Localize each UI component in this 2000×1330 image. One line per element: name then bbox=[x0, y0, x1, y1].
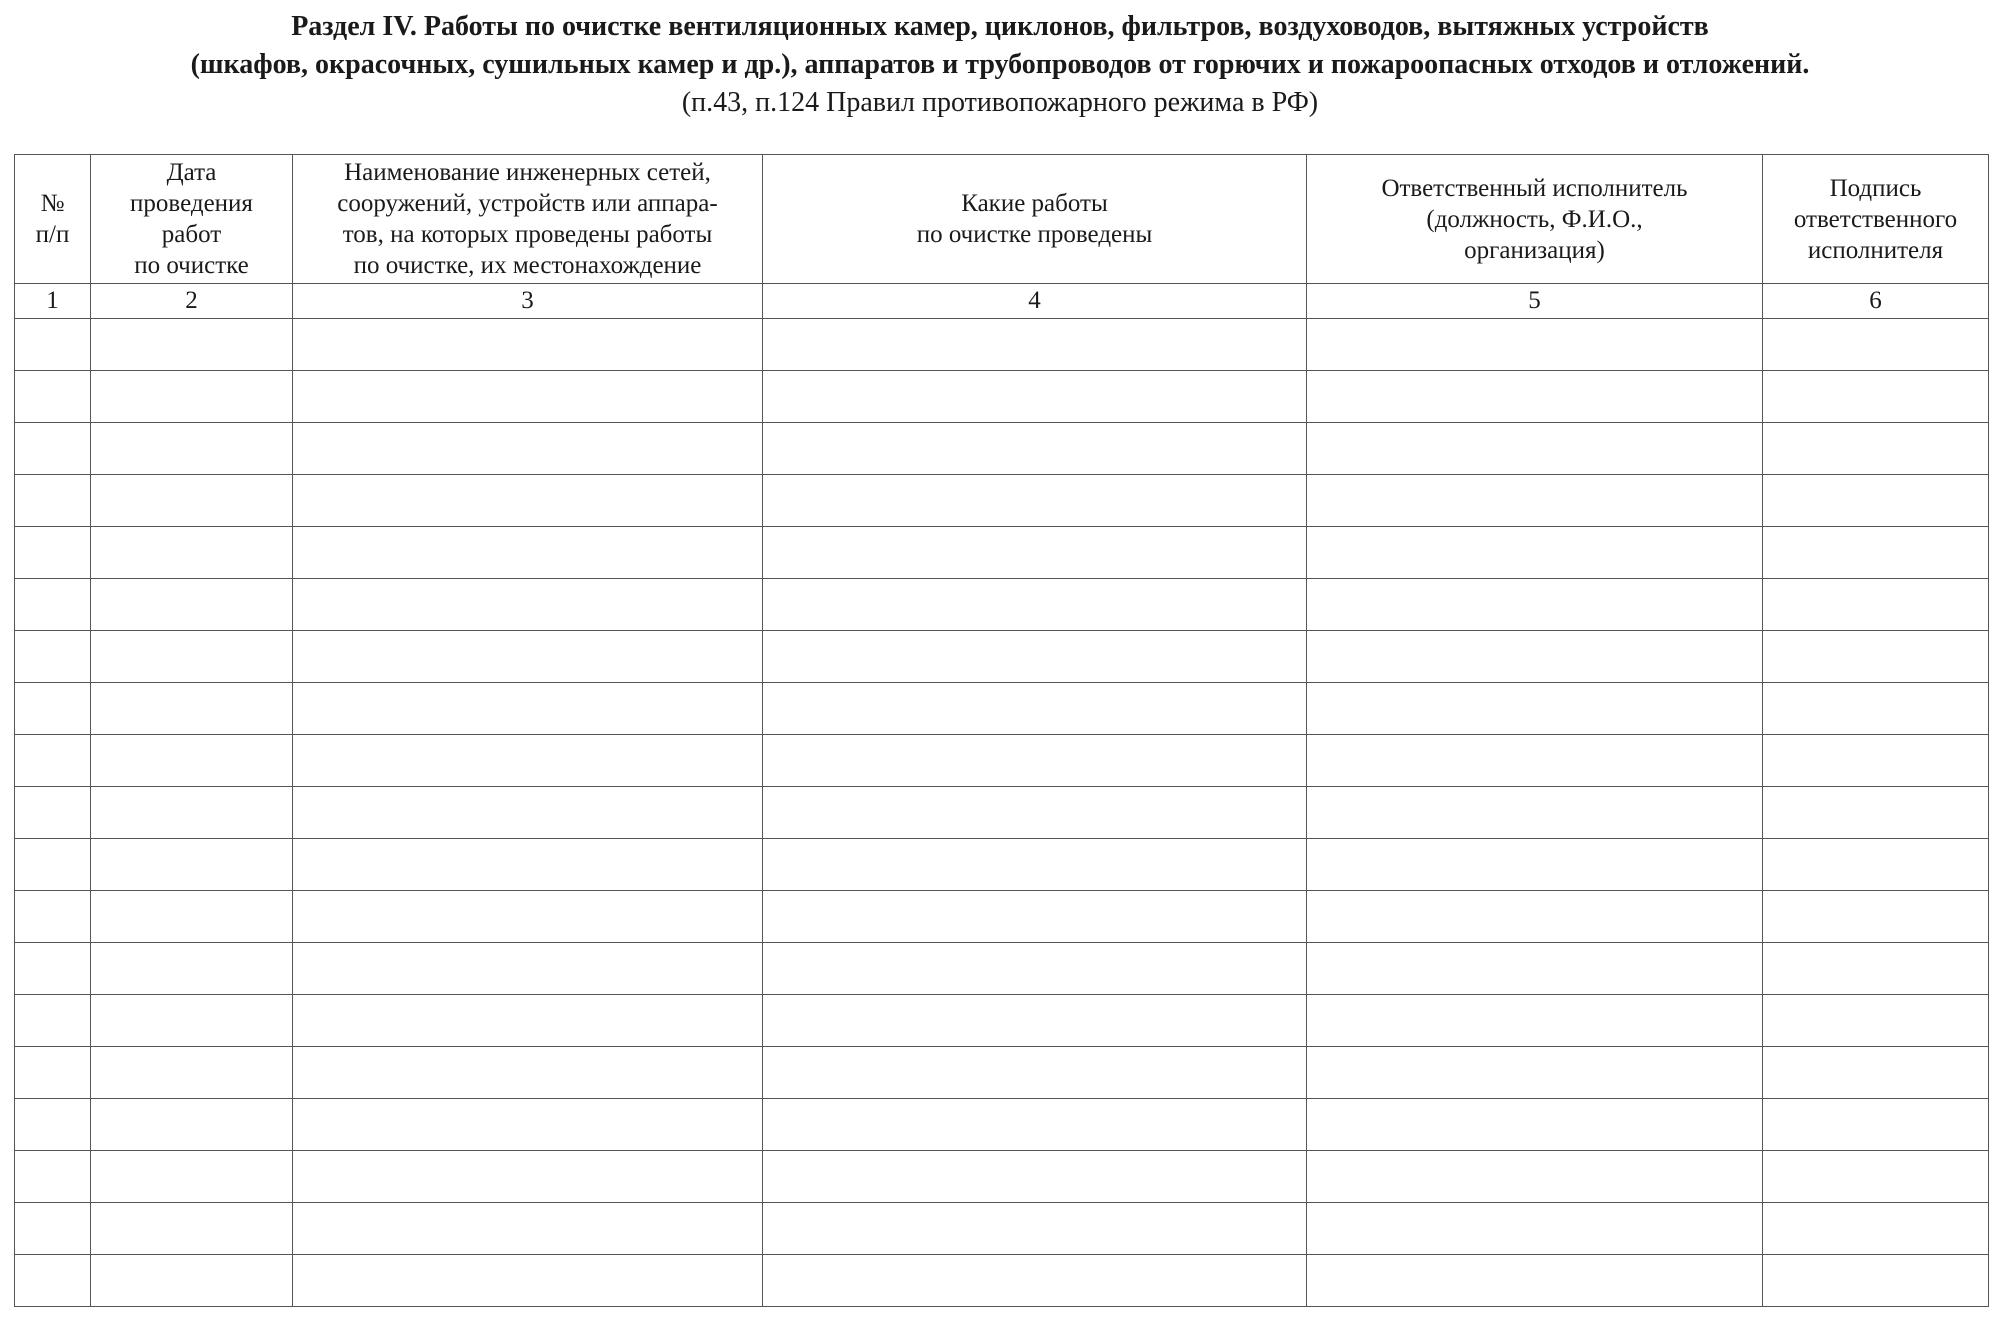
table-cell[interactable] bbox=[15, 579, 91, 631]
table-row bbox=[15, 1047, 1989, 1099]
table-cell[interactable] bbox=[1763, 943, 1989, 995]
table-cell[interactable] bbox=[763, 1151, 1307, 1203]
table-cell[interactable] bbox=[91, 891, 293, 943]
table-cell[interactable] bbox=[1307, 319, 1763, 371]
table-cell[interactable] bbox=[1763, 683, 1989, 735]
table-cell[interactable] bbox=[15, 683, 91, 735]
table-cell[interactable] bbox=[91, 1151, 293, 1203]
table-cell[interactable] bbox=[91, 371, 293, 423]
table-row bbox=[15, 839, 1989, 891]
table-row bbox=[15, 995, 1989, 1047]
header-cell-date: Дата проведения работ по очистке bbox=[91, 155, 293, 284]
table-cell[interactable] bbox=[91, 787, 293, 839]
table-cell[interactable] bbox=[1307, 631, 1763, 683]
table-cell[interactable] bbox=[763, 1047, 1307, 1099]
table-cell[interactable] bbox=[1763, 1047, 1989, 1099]
header-cell-number: № п/п bbox=[15, 155, 91, 284]
table-cell[interactable] bbox=[1307, 1203, 1763, 1255]
table-cell[interactable] bbox=[1763, 631, 1989, 683]
table-cell[interactable] bbox=[1307, 1255, 1763, 1307]
table-cell[interactable] bbox=[763, 1099, 1307, 1151]
table-cell[interactable] bbox=[293, 1255, 763, 1307]
table-cell[interactable] bbox=[91, 839, 293, 891]
table-cell[interactable] bbox=[1763, 527, 1989, 579]
table-cell[interactable] bbox=[15, 1255, 91, 1307]
table-cell[interactable] bbox=[15, 995, 91, 1047]
table-cell[interactable] bbox=[763, 891, 1307, 943]
header-cell-executor: Ответственный исполнитель (должность, Ф.И.О., организация) bbox=[1307, 155, 1763, 284]
table-cell[interactable] bbox=[293, 579, 763, 631]
table-cell[interactable] bbox=[1763, 839, 1989, 891]
table-cell[interactable] bbox=[763, 787, 1307, 839]
table-row bbox=[15, 735, 1989, 787]
column-number: 4 bbox=[763, 284, 1307, 319]
table-cell[interactable] bbox=[1307, 1047, 1763, 1099]
table-cell[interactable] bbox=[15, 891, 91, 943]
column-number: 6 bbox=[1763, 284, 1989, 319]
table-cell[interactable] bbox=[1307, 475, 1763, 527]
document-header bbox=[0, 8, 2000, 122]
table-cell[interactable] bbox=[763, 683, 1307, 735]
table-cell[interactable] bbox=[763, 1255, 1307, 1307]
table-cell[interactable] bbox=[1307, 683, 1763, 735]
table-cell[interactable] bbox=[15, 631, 91, 683]
table-row bbox=[15, 1151, 1989, 1203]
table-cell[interactable] bbox=[293, 423, 763, 475]
table-cell[interactable] bbox=[1763, 787, 1989, 839]
table-cell[interactable] bbox=[1307, 1151, 1763, 1203]
table-cell[interactable] bbox=[91, 631, 293, 683]
table-row bbox=[15, 527, 1989, 579]
table-row bbox=[15, 943, 1989, 995]
column-number: 5 bbox=[1307, 284, 1763, 319]
table-cell[interactable] bbox=[763, 527, 1307, 579]
table-cell[interactable] bbox=[1307, 579, 1763, 631]
header-cell-works: Какие работы по очистке проведены bbox=[763, 155, 1307, 284]
table-cell[interactable] bbox=[1307, 371, 1763, 423]
table-cell[interactable] bbox=[1763, 1151, 1989, 1203]
table-row bbox=[15, 1099, 1989, 1151]
table-row bbox=[15, 1203, 1989, 1255]
table-cell[interactable] bbox=[91, 319, 293, 371]
table-cell[interactable] bbox=[91, 995, 293, 1047]
table-cell[interactable] bbox=[293, 475, 763, 527]
table-cell[interactable] bbox=[293, 631, 763, 683]
table-cell[interactable] bbox=[763, 475, 1307, 527]
table-cell[interactable] bbox=[293, 527, 763, 579]
table-cell[interactable] bbox=[293, 839, 763, 891]
table-body bbox=[15, 319, 1989, 1307]
table-cell[interactable] bbox=[1763, 735, 1989, 787]
table-cell[interactable] bbox=[763, 839, 1307, 891]
table-cell[interactable] bbox=[763, 735, 1307, 787]
table-cell[interactable] bbox=[293, 995, 763, 1047]
table-cell[interactable] bbox=[1763, 371, 1989, 423]
table-cell[interactable] bbox=[763, 371, 1307, 423]
table-row bbox=[15, 631, 1989, 683]
table-cell[interactable] bbox=[293, 1099, 763, 1151]
table-cell[interactable] bbox=[1307, 735, 1763, 787]
table-cell[interactable] bbox=[91, 1047, 293, 1099]
table-cell[interactable] bbox=[15, 371, 91, 423]
table-cell[interactable] bbox=[15, 319, 91, 371]
table-cell[interactable] bbox=[91, 1255, 293, 1307]
table-cell[interactable] bbox=[1763, 1099, 1989, 1151]
table-row bbox=[15, 787, 1989, 839]
section-title-line-1: Раздел IV. Работы по очистке вентиляционных камер, циклонов, фильтров, воздуховодов, вытяжных устройств bbox=[291, 11, 1709, 42]
table-cell[interactable] bbox=[91, 423, 293, 475]
table-row bbox=[15, 475, 1989, 527]
table-cell[interactable] bbox=[15, 839, 91, 891]
table-cell[interactable] bbox=[1763, 1203, 1989, 1255]
table-cell[interactable] bbox=[293, 735, 763, 787]
table-row bbox=[15, 319, 1989, 371]
column-number-row bbox=[15, 284, 1989, 319]
table-cell[interactable] bbox=[1763, 579, 1989, 631]
table-cell[interactable] bbox=[293, 787, 763, 839]
table-cell[interactable] bbox=[293, 1203, 763, 1255]
table-cell[interactable] bbox=[91, 1203, 293, 1255]
table-cell[interactable] bbox=[293, 1151, 763, 1203]
table-cell[interactable] bbox=[1307, 839, 1763, 891]
regulation-reference: (п.43, п.124 Правил противопожарного режима в РФ) bbox=[681, 87, 1319, 118]
table-cell[interactable] bbox=[293, 319, 763, 371]
table-cell[interactable] bbox=[15, 423, 91, 475]
table-cell[interactable] bbox=[91, 683, 293, 735]
header-cell-object: Наименование инженерных сетей, сооружений, устройств или аппара- тов, на которых проведены работы по очистке, их местонахождение bbox=[293, 155, 763, 284]
table-cell[interactable] bbox=[1307, 995, 1763, 1047]
table-cell[interactable] bbox=[763, 319, 1307, 371]
table-cell[interactable] bbox=[293, 943, 763, 995]
table-cell[interactable] bbox=[293, 683, 763, 735]
table-cell[interactable] bbox=[1307, 1099, 1763, 1151]
table-cell[interactable] bbox=[763, 943, 1307, 995]
table-cell[interactable] bbox=[1763, 475, 1989, 527]
table-cell[interactable] bbox=[763, 631, 1307, 683]
table-row bbox=[15, 683, 1989, 735]
table-cell[interactable] bbox=[1763, 319, 1989, 371]
table-cell[interactable] bbox=[1763, 891, 1989, 943]
table-cell[interactable] bbox=[763, 995, 1307, 1047]
table-cell[interactable] bbox=[91, 527, 293, 579]
column-number: 1 bbox=[15, 284, 91, 319]
table-cell[interactable] bbox=[91, 579, 293, 631]
table-cell[interactable] bbox=[15, 475, 91, 527]
table-cell[interactable] bbox=[1307, 787, 1763, 839]
table-cell[interactable] bbox=[293, 891, 763, 943]
table-row bbox=[15, 423, 1989, 475]
table-cell[interactable] bbox=[293, 371, 763, 423]
column-number: 2 bbox=[91, 284, 293, 319]
table-row bbox=[15, 579, 1989, 631]
table-cell[interactable] bbox=[1307, 891, 1763, 943]
table-cell[interactable] bbox=[1763, 1255, 1989, 1307]
table-cell[interactable] bbox=[91, 735, 293, 787]
table-cell[interactable] bbox=[763, 423, 1307, 475]
table-cell[interactable] bbox=[15, 735, 91, 787]
table-cell[interactable] bbox=[1307, 943, 1763, 995]
table-row bbox=[15, 371, 1989, 423]
table-cell[interactable] bbox=[91, 475, 293, 527]
table-cell[interactable] bbox=[15, 1047, 91, 1099]
header-cell-signature: Подпись ответственного исполнителя bbox=[1763, 155, 1989, 284]
column-number: 3 bbox=[293, 284, 763, 319]
table-cell[interactable] bbox=[15, 1099, 91, 1151]
section-title-line-2: (шкафов, окрасочных, сушильных камер и др.), аппаратов и трубопроводов от горючих и пожароопасных отходов и отложений. bbox=[190, 49, 1810, 80]
table-row bbox=[15, 891, 1989, 943]
table-cell[interactable] bbox=[15, 1203, 91, 1255]
table-cell[interactable] bbox=[15, 527, 91, 579]
table-cell[interactable] bbox=[91, 943, 293, 995]
table-cell[interactable] bbox=[15, 943, 91, 995]
table-cell[interactable] bbox=[1763, 423, 1989, 475]
cleaning-log-table bbox=[14, 154, 1989, 1307]
table-cell[interactable] bbox=[91, 1099, 293, 1151]
table-cell[interactable] bbox=[763, 1203, 1307, 1255]
table-cell[interactable] bbox=[15, 787, 91, 839]
table-cell[interactable] bbox=[763, 579, 1307, 631]
table-cell[interactable] bbox=[1763, 995, 1989, 1047]
table-row bbox=[15, 1255, 1989, 1307]
table-cell[interactable] bbox=[1307, 423, 1763, 475]
table-cell[interactable] bbox=[1307, 527, 1763, 579]
table-cell[interactable] bbox=[293, 1047, 763, 1099]
table-cell[interactable] bbox=[15, 1151, 91, 1203]
table-header-row bbox=[15, 155, 1989, 284]
